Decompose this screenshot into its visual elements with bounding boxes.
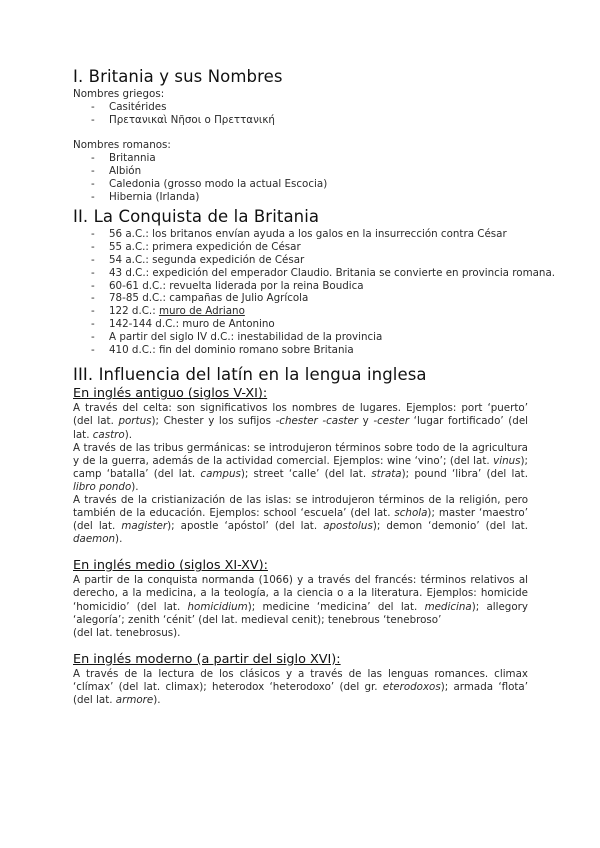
paragraph-christianization: A través de la cristianización de las islas: se introdujeron términos de la religión, pero también de la educación. Ejemplos: school ‘escuela’ (del lat. schola); master ‘maestro’ (del lat. magister); apostle ‘apóstol’ (del lat. apostolus); demon ‘demonio’ (del lat. daemon). bbox=[73, 494, 528, 546]
list-item: - Πρετανικαὶ Νῆσοι o Πρεττανική bbox=[91, 114, 528, 127]
list-item: - Casitérides bbox=[91, 101, 528, 114]
modern-english-heading: En inglés moderno (a partir del siglo XVI): bbox=[73, 651, 341, 667]
paragraph-celtic: A través del celta: son significativos los nombres de lugares. Ejemplos: port ‘puerto’ (del lat. portus); Chester y los sufijos -chester -caster y -cester ‘lugar fortificado’ (del lat. castro). bbox=[73, 402, 529, 441]
list-item: - 78-85 d.C.: campañas de Julio Agrícola bbox=[91, 292, 528, 305]
paragraph-norman-cont: (del lat. tenebrosus). bbox=[73, 626, 181, 639]
list-item: - 142-144 d.C.: muro de Antonino bbox=[91, 318, 528, 331]
list-item: - Hibernia (Irlanda) bbox=[91, 191, 528, 204]
middle-english-heading: En inglés medio (siglos XI-XV): bbox=[73, 558, 268, 574]
section-3-title: III. Influencia del latín en la lengua inglesa bbox=[73, 365, 427, 385]
list-item: - 60-61 d.C.: revuelta liderada por la reina Boudica bbox=[91, 280, 528, 293]
old-english-heading: En inglés antiguo (siglos V-XI): bbox=[73, 386, 268, 402]
roman-names-label: Nombres romanos: bbox=[73, 139, 171, 152]
paragraph-modern: A través de la lectura de los clásicos y a través de las lenguas romances. climax ‘clímax’ (del lat. climax); heterodox ‘heterodoxo’ (del gr. eterodoxos); armada ‘flota’ (del lat. armore). bbox=[73, 667, 529, 707]
paragraph-germanic: A través de las tribus germánicas: se introdujeron términos sobre todo de la agricultura y de la guerra, además de la actividad comercial. Ejemplos: wine ‘vino’; (del lat. vinus); camp ‘batalla’ (del lat. campus); street ‘calle’ (del lat. strata); pound ‘libra’ (del lat. libro pondo). bbox=[73, 441, 528, 493]
greek-names-list bbox=[73, 101, 528, 127]
hadrians-wall-link[interactable]: muro de Adriano bbox=[158, 305, 245, 318]
section-2-title: II. La Conquista de la Britania bbox=[73, 207, 320, 227]
conquest-timeline-list bbox=[73, 228, 556, 356]
paragraph-norman: A partir de la conquista normanda (1066) y a través del francés: términos relativos al derecho, a la medicina, a la teología, a la ciencia o a la literatura. Ejemplos: homicide ‘homicidio’ (del lat. homicidium); medicine ‘medicina’ del lat. medicina); allegory ‘alegoría’; zenith ‘cénit’ (del lat. medieval cenit); tenebrous ‘tenebroso’ bbox=[73, 574, 528, 626]
roman-names-list bbox=[73, 152, 528, 203]
item-text: 122 d.C.: bbox=[109, 305, 159, 318]
list-item: - A partir del siglo IV d.C.: inestabilidad de la provincia bbox=[91, 331, 528, 344]
list-item: - Britannia bbox=[91, 152, 528, 165]
list-item: - Caledonia (grosso modo la actual Escocia) bbox=[91, 178, 528, 191]
section-1-title: I. Britania y sus Nombres bbox=[73, 67, 283, 86]
list-item bbox=[91, 305, 528, 318]
list-item: - 55 a.C.: primera expedición de César bbox=[91, 241, 528, 254]
list-item: - Albión bbox=[91, 165, 528, 178]
list-item: - 54 a.C.: segunda expedición de César bbox=[91, 254, 528, 267]
document-page bbox=[73, 66, 556, 707]
list-item: - 410 d.C.: fin del dominio romano sobre Britania bbox=[91, 344, 528, 357]
list-item: - 43 d.C.: expedición del emperador Claudio. Britania se convierte en provincia romana. bbox=[91, 267, 528, 280]
greek-names-label: Nombres griegos: bbox=[73, 88, 165, 100]
list-item: - 56 a.C.: los britanos envían ayuda a los galos en la insurrección contra César bbox=[91, 228, 528, 241]
